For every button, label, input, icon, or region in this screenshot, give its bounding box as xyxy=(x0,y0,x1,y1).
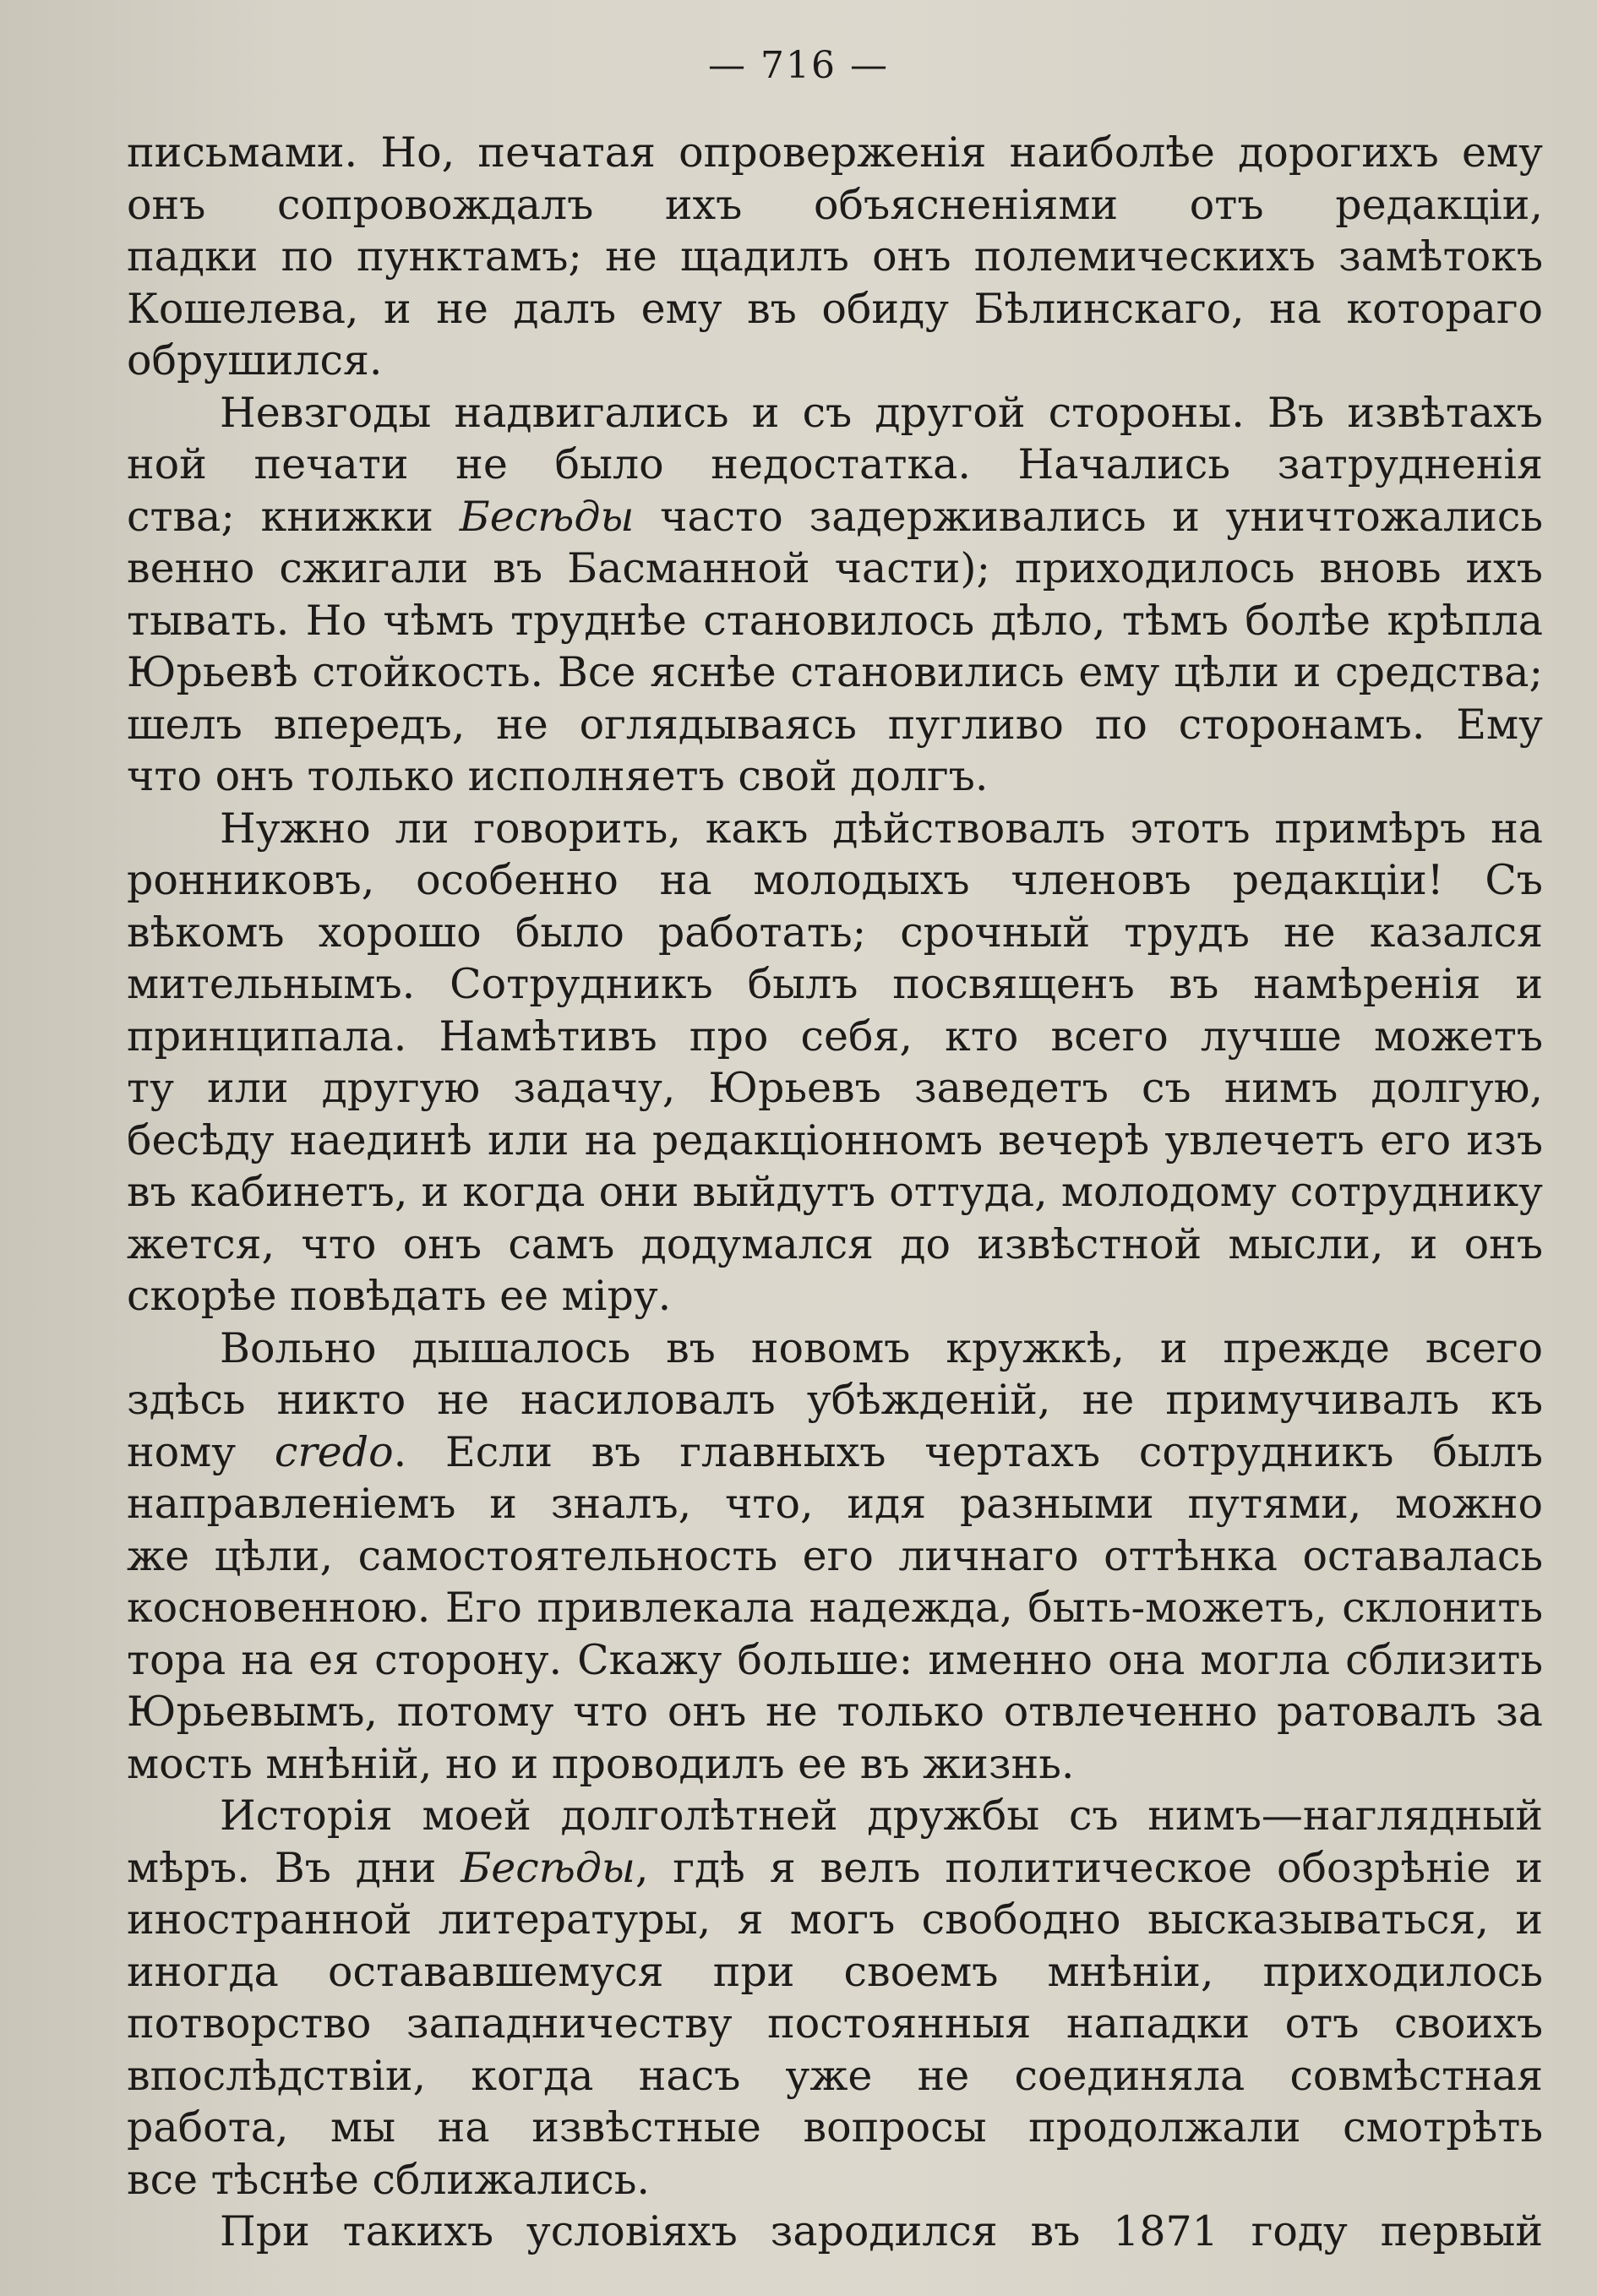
text-fragment: мѣръ. Въ дни xyxy=(127,1843,461,1892)
text-line: Юрьевѣ стойкость. Все яснѣе становились ему цѣли и средства; xyxy=(127,648,1543,696)
text-line: направленіемъ и зналъ, что, идя разными путями, можно xyxy=(127,1480,1543,1528)
text-fragment: . Если въ главныхъ чертахъ сотрудникъ былъ xyxy=(393,1427,1543,1476)
text-line: падки по пунктамъ; не щадилъ онъ полемическихъ замѣтокъ xyxy=(127,232,1543,281)
text-line: работа, мы на извѣстные вопросы продолжали смотрѣть xyxy=(127,2103,1543,2151)
italic-title: Бесѣды xyxy=(459,492,635,541)
text-line: Вольно дышалось въ новомъ кружкѣ, и прежде всего xyxy=(220,1323,1543,1372)
paragraph-3 xyxy=(127,803,1543,1323)
text-line: же цѣли, самостоятельность его личнаго оттѣнка оставалась xyxy=(127,1531,1543,1580)
text-line: тывать. Но чѣмъ труднѣе становилось дѣло, тѣмъ болѣе крѣпла xyxy=(127,596,1543,645)
text-line: онъ сопровождалъ ихъ объясненіями отъ редакціи, xyxy=(127,180,1543,229)
text-line: что онъ только исполняетъ свой долгъ. xyxy=(127,752,989,800)
text-line: венно сжигали въ Басманной части); приходилось вновь ихъ xyxy=(127,544,1543,592)
text-line: здѣсь никто не насиловалъ убѣжденій, не примучивалъ къ xyxy=(127,1376,1543,1424)
text-line: бесѣду наединѣ или на редакціонномъ вечерѣ увлечетъ его изъ xyxy=(127,1115,1543,1164)
italic-title: Бесѣды xyxy=(461,1843,635,1892)
text-fragment: , гдѣ я велъ политическое обозрѣніе и xyxy=(635,1843,1543,1892)
text-line: скорѣе повѣдать ее міру. xyxy=(127,1272,672,1320)
text-line: все тѣснѣе сближались. xyxy=(127,2155,650,2204)
text-line: шелъ впередъ, не оглядываясь пугливо по сторонамъ. Ему xyxy=(127,700,1543,749)
text-line-with-italic xyxy=(127,1426,1543,1479)
text-line: ной печати не было недостатка. Начались затрудненія xyxy=(127,440,1543,488)
text-line: косновенною. Его привлекала надежда, быть-можетъ, склонить xyxy=(127,1584,1543,1632)
paragraph-1 xyxy=(127,127,1543,387)
paragraph-4 xyxy=(127,1323,1543,1791)
text-line: впослѣдствіи, когда насъ уже не соединяла совмѣстная xyxy=(127,2051,1543,2100)
text-fragment: часто задерживались и уничтожались xyxy=(660,492,1543,541)
text-line: Кошелева, и не далъ ему въ обиду Бѣлинскаго, на котораго xyxy=(127,284,1543,333)
text-line: жется, что онъ самъ додумался до извѣстной мысли, и онъ xyxy=(127,1219,1543,1268)
text-line: ту или другую задачу, Юрьевъ заведетъ съ нимъ долгую, xyxy=(127,1064,1543,1112)
paragraph-6 xyxy=(127,2206,1543,2258)
text-line: потворство западничеству постоянныя нападки отъ своихъ xyxy=(127,1999,1543,2048)
text-fragment: ства; книжки xyxy=(127,492,460,541)
text-line: При такихъ условіяхъ зародился въ 1871 году первый xyxy=(220,2207,1543,2255)
text-line: иногда остававшемуся при своемъ мнѣніи, приходилось xyxy=(127,1947,1543,1996)
text-line: тора на ея сторону. Скажу больше: именно она могла сблизить xyxy=(127,1635,1543,1684)
text-line: вѣкомъ хорошо было работать; срочный трудъ не казался xyxy=(127,908,1543,957)
text-fragment: ному xyxy=(127,1427,275,1476)
text-line: письмами. Но, печатая опроверженія наиболѣе дорогихъ ему xyxy=(127,128,1543,177)
text-line: Юрьевымъ, потому что онъ не только отвлеченно ратовалъ за xyxy=(127,1688,1543,1736)
paragraph-2 xyxy=(127,387,1543,803)
text-line: ронниковъ, особенно на молодыхъ членовъ редакціи! Съ xyxy=(127,856,1543,904)
text-line: мительнымъ. Сотрудникъ былъ посвященъ въ намѣренія и xyxy=(127,960,1543,1008)
page-body xyxy=(127,127,1543,2258)
text-line: мость мнѣній, но и проводилъ ее въ жизнь. xyxy=(127,1739,1075,1788)
text-line: въ кабинетъ, и когда они выйдутъ оттуда, молодому сотруднику xyxy=(127,1168,1543,1216)
page-number: — 716 — xyxy=(708,44,889,87)
italic-word: credo xyxy=(274,1427,394,1476)
text-line: Невзгоды надвигались и съ другой стороны. Въ извѣтахъ xyxy=(220,388,1543,437)
text-line: обрушился. xyxy=(127,336,383,384)
text-line: Исторія моей долголѣтней дружбы съ нимъ—наглядный xyxy=(220,1792,1543,1840)
text-line-with-italic xyxy=(127,1842,1543,1895)
text-line-with-italic xyxy=(127,491,1543,543)
text-line: принципала. Намѣтивъ про себя, кто всего лучше можетъ xyxy=(127,1012,1543,1061)
text-line: иностранной литературы, я могъ свободно высказываться, и xyxy=(127,1895,1543,1944)
text-line: Нужно ли говорить, какъ дѣйствовалъ этотъ примѣръ на xyxy=(220,804,1543,853)
paragraph-5 xyxy=(127,1790,1543,2206)
